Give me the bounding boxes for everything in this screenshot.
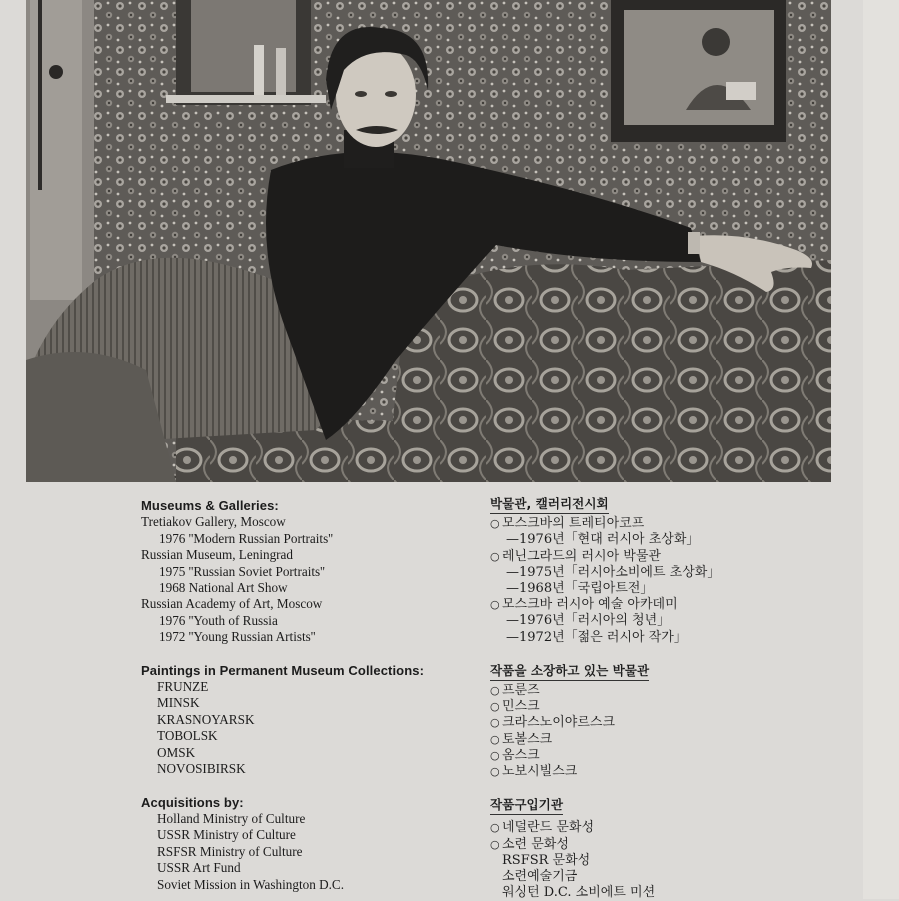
acquisition-entry-en: USSR Ministry of Culture bbox=[157, 827, 296, 843]
museum-entry-ko bbox=[490, 630, 820, 646]
acquisitions-list-ko bbox=[490, 820, 820, 901]
acquisitions-heading-en: Acquisitions by: bbox=[141, 794, 244, 810]
page-edge bbox=[863, 0, 899, 899]
acquisition-entry-ko-text: 소련 문화성 bbox=[502, 836, 569, 852]
museum-entry-en: 1972 ''Young Russian Artists'' bbox=[159, 629, 316, 645]
english-column bbox=[141, 498, 471, 893]
painting-city-ko bbox=[490, 748, 820, 764]
acquisition-entry-en: Holland Ministry of Culture bbox=[157, 810, 306, 826]
museum-entry-ko-text: 1976년「러시아의 청년」 bbox=[519, 613, 671, 629]
museum-entry-ko-text: 1975년「러시아소비에트 초상화」 bbox=[519, 564, 721, 580]
bullet-icon: ○ bbox=[490, 700, 500, 714]
paintings-heading-ko: 작품을 소장하고 있는 박물관 bbox=[490, 663, 649, 681]
acquisition-entry-ko bbox=[490, 820, 820, 836]
painting-city-ko-text: 노보시빌스크 bbox=[502, 764, 578, 780]
museum-entry-ko bbox=[490, 532, 820, 548]
paintings-list-ko bbox=[490, 683, 820, 780]
museum-entry-ko-text: 1976년「현대 러시아 초상화」 bbox=[519, 532, 700, 548]
painting-city-ko-text: 크라스노이야르스크 bbox=[502, 715, 616, 731]
painting-city-ko bbox=[490, 683, 820, 699]
bullet-icon: ○ bbox=[490, 517, 500, 531]
painting-city-en: NOVOSIBIRSK bbox=[157, 761, 246, 777]
acquisition-entry-ko-text: 소련예술기금 bbox=[502, 869, 578, 885]
museums-heading-en: Museums & Galleries: bbox=[141, 498, 279, 513]
bullet-icon: ○ bbox=[490, 837, 500, 851]
bullet-icon: ○ bbox=[490, 716, 500, 730]
museum-entry-ko-text: 레닌그라드의 러시아 박물관 bbox=[502, 548, 661, 564]
painting-city-ko-text: 옴스크 bbox=[502, 747, 540, 763]
painting-city-ko bbox=[490, 764, 820, 780]
portrait-illustration bbox=[26, 0, 831, 482]
museums-heading-ko: 박물관, 캘러리전시회 bbox=[490, 496, 609, 514]
museum-entry-en: Tretiakov Gallery, Moscow bbox=[141, 514, 286, 530]
museums-list-en bbox=[141, 514, 471, 645]
museums-list-ko bbox=[490, 516, 820, 646]
acquisitions-heading-ko: 작품구입기관 bbox=[490, 797, 563, 815]
dash-icon: — bbox=[506, 532, 519, 548]
museum-entry-ko bbox=[490, 516, 820, 532]
museum-entry-en: Russian Museum, Leningrad bbox=[141, 547, 294, 563]
acquisition-entry-en: Soviet Mission in Washington D.C. bbox=[157, 876, 344, 892]
painting-city-ko bbox=[490, 715, 820, 731]
bullet-icon: ○ bbox=[490, 684, 500, 698]
acquisition-entry-ko bbox=[490, 837, 820, 853]
museum-entry-ko-text: 모스크바의 트레티아코프 bbox=[502, 516, 645, 532]
museum-entry-en: 1975 ''Russian Soviet Portraits'' bbox=[159, 563, 325, 579]
acquisition-entry-ko-text: 네덜란드 문화성 bbox=[502, 820, 595, 836]
dash-icon: — bbox=[506, 629, 519, 645]
museum-entry-en: 1976 ''Modern Russian Portraits'' bbox=[159, 530, 333, 546]
museum-entry-en: 1976 ''Youth of Russia bbox=[159, 612, 278, 628]
dash-icon: — bbox=[506, 581, 519, 597]
museum-entry-ko bbox=[490, 549, 820, 565]
museum-entry-en: Russian Academy of Art, Moscow bbox=[141, 596, 323, 612]
bullet-icon: ○ bbox=[490, 598, 500, 612]
acquisition-entry-ko bbox=[490, 853, 820, 869]
acquisition-entry-ko-text: RSFSR 문화성 bbox=[502, 852, 591, 868]
paintings-list-en bbox=[141, 679, 471, 777]
painting-city-ko bbox=[490, 699, 820, 715]
korean-column bbox=[490, 496, 820, 901]
bullet-icon: ○ bbox=[490, 748, 500, 762]
museum-entry-ko bbox=[490, 613, 820, 629]
museum-entry-ko bbox=[490, 581, 820, 597]
painting-city-en: OMSK bbox=[157, 744, 196, 760]
museum-entry-ko bbox=[490, 597, 820, 613]
portrait-photo bbox=[26, 0, 831, 482]
bullet-icon: ○ bbox=[490, 732, 500, 746]
acquisition-entry-en: RSFSR Ministry of Culture bbox=[157, 843, 303, 859]
painting-city-en: FRUNZE bbox=[157, 679, 209, 695]
painting-city-en: KRASNOYARSK bbox=[157, 711, 255, 727]
dash-icon: — bbox=[506, 613, 519, 629]
bullet-icon: ○ bbox=[490, 765, 500, 779]
museum-entry-ko-text: 모스크바 러시아 예술 아카데미 bbox=[502, 597, 678, 613]
dash-icon: — bbox=[506, 564, 519, 580]
museum-entry-en: 1968 National Art Show bbox=[159, 580, 288, 596]
museum-entry-ko-text: 1972년「젊은 러시아 작가」 bbox=[519, 629, 687, 645]
paintings-heading-en: Paintings in Permanent Museum Collections: bbox=[141, 662, 425, 678]
painting-city-ko-text: 민스크 bbox=[502, 699, 540, 715]
painting-city-ko-text: 프룬즈 bbox=[502, 683, 540, 699]
painting-city-en: TOBOLSK bbox=[157, 728, 218, 744]
painting-city-ko bbox=[490, 732, 820, 748]
painting-city-ko-text: 토볼스크 bbox=[502, 731, 553, 747]
museum-entry-ko-text: 1968년「국립아트전」 bbox=[519, 581, 654, 597]
museum-entry-ko bbox=[490, 565, 820, 581]
acquisitions-list-en bbox=[141, 811, 471, 893]
bullet-icon: ○ bbox=[490, 549, 500, 563]
acquisition-entry-en: USSR Art Fund bbox=[157, 860, 241, 876]
acquisition-entry-ko bbox=[490, 869, 820, 885]
painting-city-en: MINSK bbox=[157, 695, 200, 711]
bullet-icon: ○ bbox=[490, 821, 500, 835]
acquisition-entry-ko-text: 워싱턴 D.C. 소비에트 미션 bbox=[502, 885, 656, 901]
